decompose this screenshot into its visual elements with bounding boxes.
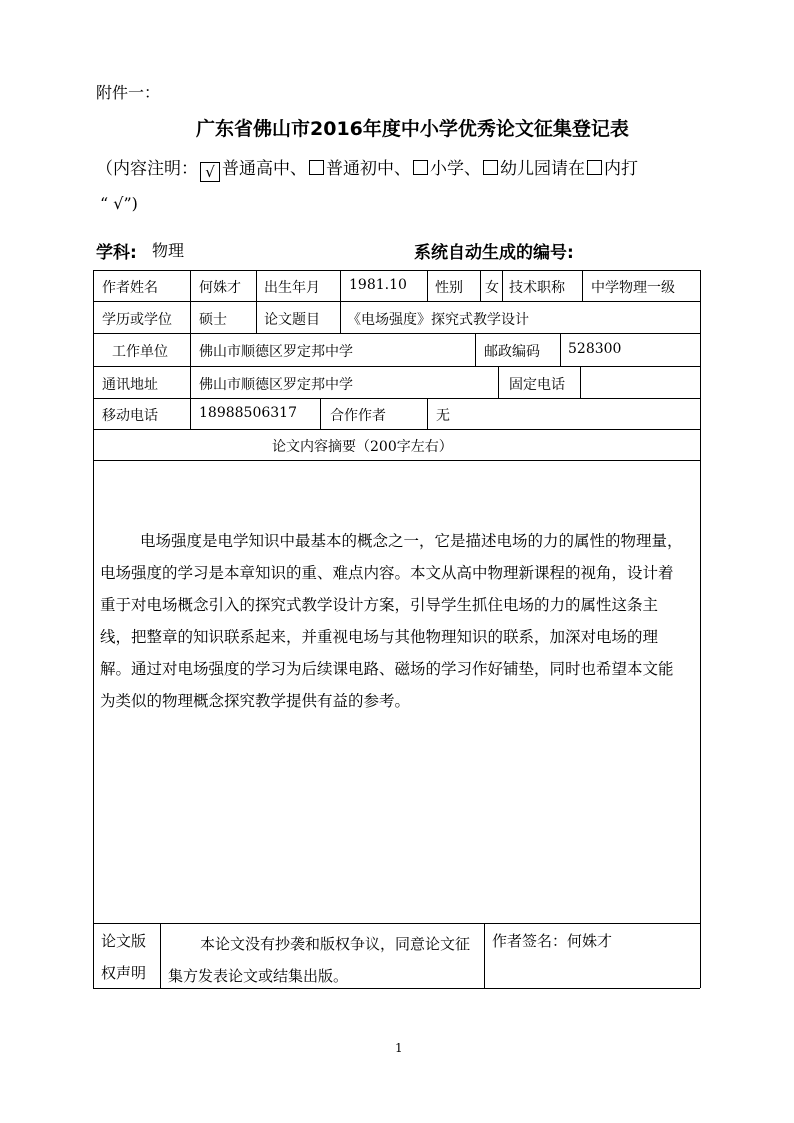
note-tail: 内打 [604, 159, 638, 179]
checkbox-icon [309, 160, 324, 175]
table-border [93, 398, 700, 399]
table-border [560, 333, 561, 366]
table-border [340, 301, 341, 333]
abstract-heading: 论文内容摘要（200字左右） [272, 439, 453, 455]
note-open: （内容注明： [96, 159, 198, 179]
postcode-value: 528300 [568, 341, 622, 357]
table-border [93, 333, 700, 334]
table-border [498, 366, 499, 398]
content-note [96, 154, 638, 182]
table-border [427, 398, 428, 429]
table-border [190, 301, 191, 333]
signature-label: 作者签名： [492, 932, 568, 950]
coauthor-label: 合作作者 [330, 408, 386, 424]
table-border [190, 366, 191, 398]
education-label: 学历或学位 [102, 312, 172, 328]
table-border [190, 270, 191, 301]
table-border [93, 923, 700, 924]
page-title: 广东省佛山市2016年度中小学优秀论文征集登记表 [196, 118, 629, 140]
title-rank-label: 技术职称 [509, 280, 565, 296]
option-middle-school: 普通初中、 [326, 159, 411, 179]
table-border [93, 270, 700, 271]
copyright-statement: 本论文没有抄袭和版权争议，同意论文征集方发表论文或结集出版。 [168, 935, 471, 985]
table-border [484, 923, 485, 988]
birth-value: 1981.10 [349, 277, 407, 293]
table-border [93, 460, 700, 461]
birth-label: 出生年月 [264, 280, 320, 296]
copyright-label-line1: 论文版 [101, 932, 147, 950]
coauthor-value: 无 [436, 408, 450, 424]
checkbox-icon [587, 160, 602, 175]
workplace-label: 工作单位 [112, 344, 168, 360]
signature-value: 何姝才 [567, 932, 613, 950]
table-border [320, 398, 321, 429]
table-border [256, 270, 257, 301]
table-border [475, 333, 476, 366]
author-name-label: 作者姓名 [102, 280, 158, 296]
abstract-body: 电场强度是电学知识中最基本的概念之一，它是描述电场的力的属性的物理量，电场强度的学习是本章知识的重、难点内容。本文从高中物理新课程的视角，设计着重于对电场概念引入的探究式教学设计方案，引导学生抓住电场的力的属性这条主线，把整章的知识联系起来，并重视电场与其他物理知识的联系，加深对电场的理解。通过对电场强度的学习为后续课电路、磁场的学习作好铺垫，同时也希望本文能为类似的物理概念探究教学提供有益的参考。 [100, 532, 683, 710]
table-border [93, 270, 94, 988]
table-border [502, 270, 503, 301]
table-border [480, 270, 481, 301]
checkbox-icon [483, 160, 498, 175]
copyright-label-line2: 权声明 [101, 964, 147, 982]
table-border [700, 270, 701, 988]
address-label: 通讯地址 [102, 377, 158, 393]
table-border [340, 270, 341, 301]
table-border [582, 270, 583, 301]
mobile-value: 18988506317 [199, 405, 297, 421]
subject-value: 物理 [152, 241, 185, 260]
mobile-label: 移动电话 [102, 408, 158, 424]
content-note-line2: “ √”) [100, 194, 138, 213]
paper-title-value: 《电场强度》探究式教学设计 [347, 312, 529, 328]
author-name-value: 何姝才 [199, 280, 241, 296]
table-border [93, 301, 700, 302]
attachment-label: 附件一： [96, 83, 161, 102]
option-primary-school: 小学、 [430, 159, 481, 179]
table-border [427, 270, 428, 301]
table-border [93, 366, 700, 367]
table-border [190, 333, 191, 366]
checkbox-icon [413, 160, 428, 175]
option-kindergarten: 幼儿园请在 [500, 159, 585, 179]
gender-label: 性别 [435, 280, 463, 296]
subject-label: 学科: [96, 243, 137, 263]
address-value: 佛山市顺德区罗定邦中学 [199, 377, 353, 393]
table-border [580, 366, 581, 398]
option-high-school: 普通高中、 [222, 159, 307, 179]
postcode-label: 邮政编码 [484, 344, 540, 360]
table-border [256, 301, 257, 333]
landline-label: 固定电话 [509, 377, 565, 393]
title-rank-value: 中学物理一级 [591, 280, 675, 296]
signature-field [492, 930, 612, 951]
page-number: 1 [395, 1041, 403, 1055]
gender-value: 女 [485, 280, 499, 296]
table-border [160, 923, 161, 988]
system-number-label: 系统自动生成的编号: [414, 243, 574, 263]
checked-box-icon: √ [200, 162, 220, 182]
education-value: 硕士 [199, 312, 227, 328]
workplace-value: 佛山市顺德区罗定邦中学 [199, 344, 353, 360]
table-border [190, 398, 191, 429]
paper-title-label: 论文题目 [264, 312, 320, 328]
table-border [93, 429, 700, 430]
